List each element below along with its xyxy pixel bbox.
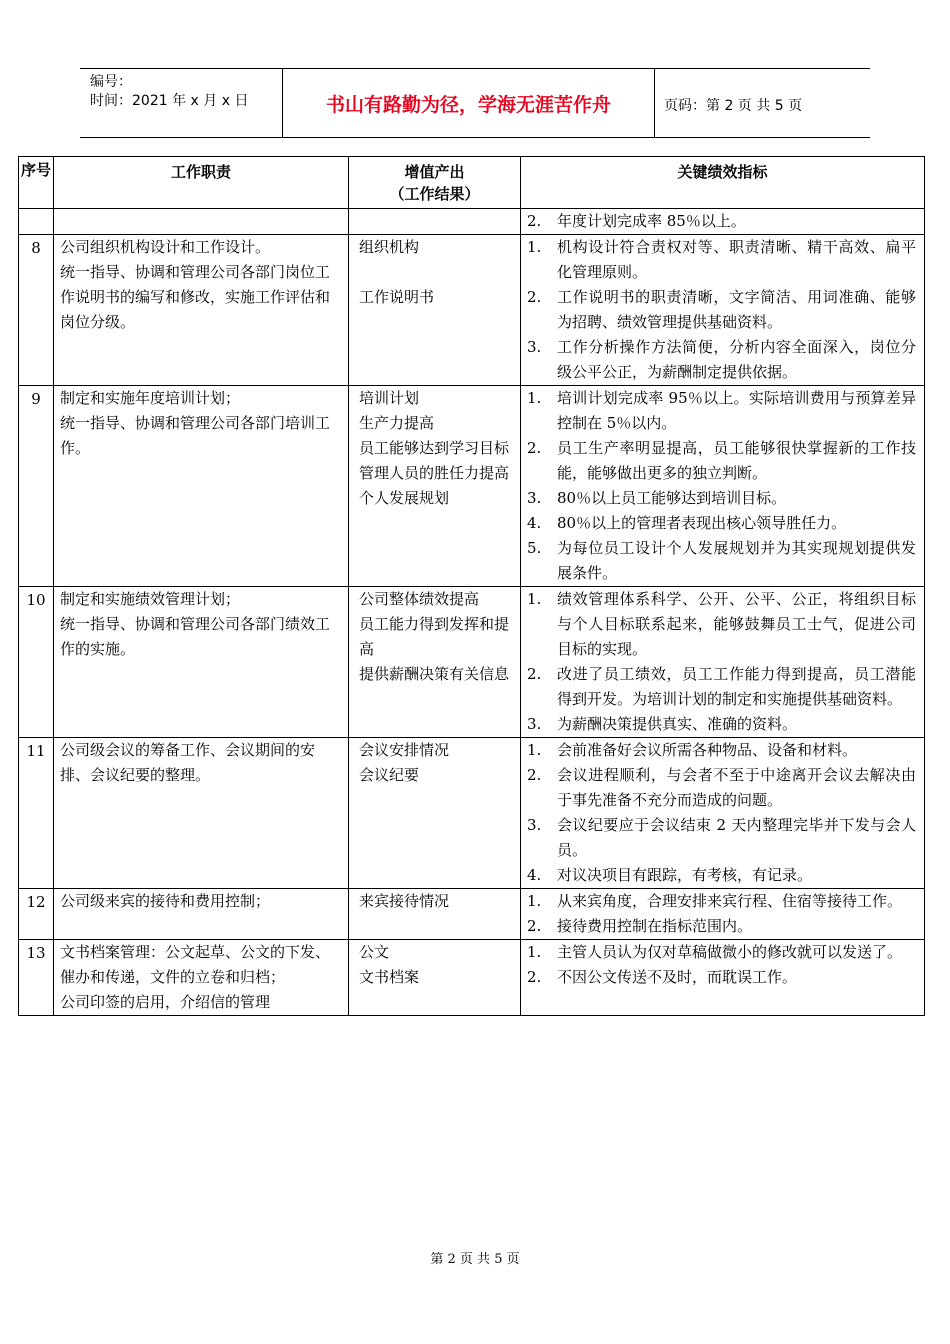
- header-motto: 书山有路勤为径，学海无涯苦作舟: [282, 69, 655, 137]
- kpi-item: [527, 511, 916, 536]
- output-cell: [349, 209, 521, 235]
- output-cell: [349, 940, 521, 1016]
- kpi-number: 2.: [527, 917, 542, 935]
- kpi-text: 接待费用控制在指标范围内。: [557, 917, 753, 935]
- table-header-row: [19, 157, 925, 209]
- page-footer: 第 2 页 共 5 页: [430, 1252, 520, 1267]
- kpi-cell: [521, 940, 925, 1016]
- row-number-text: 12: [26, 893, 46, 911]
- table-row: [19, 889, 925, 940]
- table-row: [19, 940, 925, 1016]
- duty-cell: [54, 386, 349, 587]
- kpi-number: 3.: [527, 338, 542, 356]
- kpi-number: 1.: [527, 741, 542, 759]
- output-text: 组织机构: [359, 238, 420, 256]
- kpi-text: 会前准备好会议所需各种物品、设备和材料。: [557, 741, 858, 759]
- kpi-number: 2.: [527, 212, 542, 230]
- output-text: 公司整体绩效提高: [359, 590, 480, 608]
- kpi-cell: [521, 209, 925, 235]
- kpi-item: [527, 662, 916, 712]
- duty-cell: [54, 940, 349, 1016]
- kpi-number: 5.: [527, 539, 542, 557]
- kpi-number: 3.: [527, 489, 542, 507]
- output-text: 员工能力得到发挥和提高: [359, 615, 510, 658]
- header-meta: [80, 69, 282, 137]
- output-cell: [349, 235, 521, 386]
- kpi-text: 不因公文传送不及时，而耽误工作。: [557, 968, 798, 986]
- header-no: 序号: [19, 157, 54, 209]
- kpi-number: 2.: [527, 665, 542, 683]
- kpi-number: 1.: [527, 590, 542, 608]
- kpi-item: [527, 763, 916, 813]
- kpi-number: 1.: [527, 238, 542, 256]
- document-date: 时间：2021 年 x 月 x 日: [90, 93, 249, 109]
- kpi-text: 80％以上员工能够达到培训目标。: [557, 489, 787, 507]
- kpi-text: 改进了员工绩效，员工工作能力得到提高，员工潜能得到开发。为培训计划的制定和实施提供基础资料。: [557, 665, 916, 708]
- output-text: 个人发展规划: [359, 489, 450, 507]
- page-header: [80, 68, 870, 138]
- output-text: 培训计划: [359, 389, 420, 407]
- duty-cell: [54, 209, 349, 235]
- kpi-item: [527, 940, 916, 965]
- duty-text: 公司级会议的筹备工作、会议期间的安排、会议纪要的整理。: [60, 741, 316, 784]
- row-number-text: 11: [26, 742, 46, 760]
- duty-text: 公司组织机构设计和工作设计。: [60, 238, 271, 256]
- kpi-item: [527, 965, 916, 990]
- output-text: 员工能够达到学习目标: [359, 439, 510, 457]
- output-text: 生产力提高: [359, 414, 435, 432]
- kpi-text: 培训计划完成率 95％以上。实际培训费用与预算差异控制在 5％以内。: [557, 389, 916, 432]
- kpi-text: 从来宾角度，合理安排来宾行程、住宿等接待工作。: [557, 892, 903, 910]
- kpi-number: 2.: [527, 766, 542, 784]
- row-number-text: 9: [31, 390, 41, 408]
- kpi-item: [527, 813, 916, 863]
- table-row: [19, 235, 925, 386]
- header-output: [349, 157, 521, 209]
- duty-cell: [54, 235, 349, 386]
- kpi-item: [527, 587, 916, 662]
- row-number-text: 13: [26, 944, 46, 962]
- kpi-cell: [521, 235, 925, 386]
- kpi-text: 会议进程顺利，与会者不至于中途离开会议去解决由于事先准备不充分而造成的问题。: [557, 766, 916, 809]
- kpi-number: 1.: [527, 389, 542, 407]
- row-number-text: 10: [26, 591, 46, 609]
- kpi-number: 1.: [527, 892, 542, 910]
- kpi-text: 绩效管理体系科学、公开、公平、公正，将组织目标与个人目标联系起来，能够鼓舞员工士气，促进公司目标的实现。: [557, 590, 916, 658]
- duty-text: 公司级来宾的接待和费用控制；: [60, 892, 271, 910]
- kpi-text: 对议决项目有跟踪，有考核，有记录。: [557, 866, 813, 884]
- output-text: 管理人员的胜任力提高: [359, 464, 510, 482]
- kpi-text: 为每位员工设计个人发展规划并为其实现规划提供发展条件。: [557, 539, 916, 582]
- duty-text: 文书档案管理：公文起草、公文的下发、催办和传递，文件的立卷和归档；: [60, 943, 331, 986]
- output-cell: [349, 738, 521, 889]
- duty-cell: [54, 738, 349, 889]
- duty-text: 制定和实施年度培训计划；: [60, 389, 241, 407]
- output-text: 提供薪酬决策有关信息: [359, 665, 510, 683]
- duty-text: 统一指导、协调和管理公司各部门培训工作。: [60, 414, 331, 457]
- kpi-item: [527, 536, 916, 586]
- kpi-text: 会议纪要应于会议结束 2 天内整理完毕并下发与会人员。: [557, 816, 916, 859]
- header-kpi: 关键绩效指标: [521, 157, 925, 209]
- kpi-number: 2.: [527, 439, 542, 457]
- row-number: [19, 940, 54, 1016]
- kpi-number: 2.: [527, 968, 542, 986]
- kpi-cell: [521, 738, 925, 889]
- table-body: [19, 209, 925, 1016]
- duty-text: 统一指导、协调和管理公司各部门绩效工作的实施。: [60, 615, 331, 658]
- kpi-text: 机构设计符合责权对等、职责清晰、精干高效、扁平化管理原则。: [557, 238, 916, 281]
- duty-cell: [54, 587, 349, 738]
- output-text: 工作说明书: [359, 288, 435, 306]
- row-number: [19, 738, 54, 889]
- kpi-number: 4.: [527, 866, 542, 884]
- kpi-text: 工作分析操作方法简便，分析内容全面深入，岗位分级公平公正，为薪酬制定提供依据。: [557, 338, 916, 381]
- output-text: 公文: [359, 943, 390, 961]
- kpi-text: 为薪酬决策提供真实、准确的资料。: [557, 715, 798, 733]
- kpi-cell: [521, 889, 925, 940]
- kpi-cell: [521, 587, 925, 738]
- row-number-text: [19, 209, 53, 210]
- header-output-line2: （工作结果）: [389, 185, 480, 203]
- kpi-text: 主管人员认为仅对草稿做微小的修改就可以发送了。: [557, 943, 903, 961]
- kpi-item: [527, 486, 916, 511]
- duty-text: 制定和实施绩效管理计划；: [60, 590, 241, 608]
- kpi-number: 3.: [527, 715, 542, 733]
- duty-text: 统一指导、协调和管理公司各部门岗位工作说明书的编写和修改，实施工作评估和岗位分级。: [60, 263, 331, 331]
- kpi-text: 年度计划完成率 85％以上。: [557, 212, 746, 230]
- kpi-text: 员工生产率明显提高，员工能够很快掌握新的工作技能，能够做出更多的独立判断。: [557, 439, 916, 482]
- header-duty: 工作职责: [54, 157, 349, 209]
- row-number: [19, 587, 54, 738]
- kpi-number: 1.: [527, 943, 542, 961]
- kpi-item: [527, 235, 916, 285]
- table-row: [19, 738, 925, 889]
- header-output-line1: 增值产出: [404, 163, 465, 181]
- output-text: 文书档案: [359, 968, 420, 986]
- output-cell: [349, 386, 521, 587]
- row-number: [19, 386, 54, 587]
- output-cell: [349, 889, 521, 940]
- output-text: [359, 260, 514, 285]
- kpi-item: [527, 738, 916, 763]
- row-number-text: 8: [31, 239, 41, 257]
- duty-text: 公司印签的启用，介绍信的管理: [60, 993, 271, 1011]
- output-text: 来宾接待情况: [359, 892, 450, 910]
- table-row: [19, 587, 925, 738]
- kpi-item: [527, 209, 916, 234]
- responsibility-table: [18, 156, 925, 1016]
- row-number: [19, 209, 54, 235]
- kpi-number: 3.: [527, 816, 542, 834]
- kpi-cell: [521, 386, 925, 587]
- output-text: 会议安排情况: [359, 741, 450, 759]
- kpi-item: [527, 712, 916, 737]
- table-row: [19, 209, 925, 235]
- kpi-item: [527, 436, 916, 486]
- output-cell: [349, 587, 521, 738]
- table-row: [19, 386, 925, 587]
- kpi-item: [527, 914, 916, 939]
- kpi-item: [527, 386, 916, 436]
- kpi-text: 工作说明书的职责清晰，文字简洁、用词准确、能够为招聘、绩效管理提供基础资料。: [557, 288, 916, 331]
- kpi-item: [527, 335, 916, 385]
- output-text: 会议纪要: [359, 766, 420, 784]
- duty-cell: [54, 889, 349, 940]
- row-number: [19, 235, 54, 386]
- kpi-number: 2.: [527, 288, 542, 306]
- row-number: [19, 889, 54, 940]
- header-page-number: 页码：第 2 页 共 5 页: [664, 98, 803, 114]
- kpi-text: 80％以上的管理者表现出核心领导胜任力。: [557, 514, 847, 532]
- kpi-item: [527, 889, 916, 914]
- kpi-item: [527, 285, 916, 335]
- kpi-item: [527, 863, 916, 888]
- kpi-number: 4.: [527, 514, 542, 532]
- document-number-label: 编号：: [90, 74, 132, 90]
